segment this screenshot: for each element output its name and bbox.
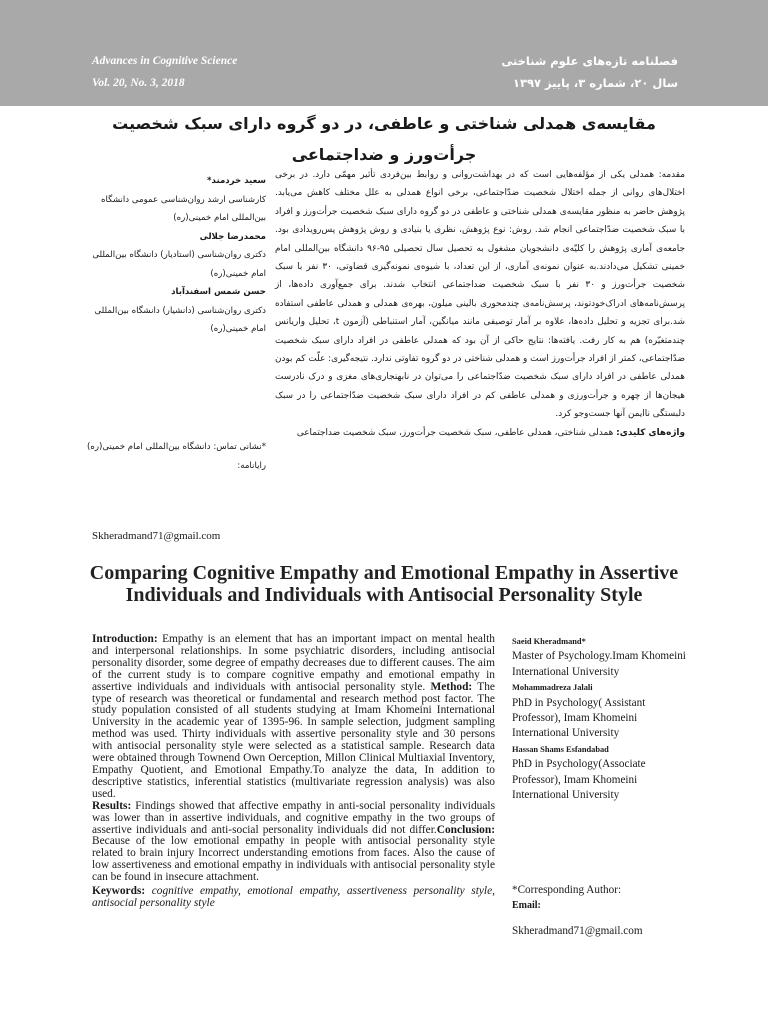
journal-title-en: Advances in Cognitive Science xyxy=(92,55,238,67)
corresponding-author-label: *Corresponding Author: xyxy=(512,884,622,896)
journal-volume-en: Vol. 20, No. 3, 2018 xyxy=(92,77,185,89)
introduction-label: Introduction: xyxy=(92,633,158,645)
persian-contact-address: *نشانی تماس: دانشگاه بین‌المللی امام خمینی(ره) xyxy=(87,442,266,452)
journal-name-en xyxy=(92,50,237,94)
persian-title-line1: مقایسه‌ی همدلی شناختی و عاطفی، در دو گروه دارای سبک شخصیت xyxy=(112,114,656,133)
english-author-name: Mohammadreza Jalali xyxy=(512,683,593,693)
english-keywords xyxy=(92,886,495,910)
journal-volume-fa: سال ۲۰، شماره ۳، پاییز ۱۳۹۷ xyxy=(512,76,678,90)
results-label: Results: xyxy=(92,799,132,812)
conclusion-label: Conclusion: xyxy=(436,823,495,836)
journal-header-band xyxy=(0,0,768,106)
english-email-address[interactable]: Skheradmand71@gmail.com xyxy=(512,924,643,937)
persian-author-name: سعید خردمند* xyxy=(206,176,266,186)
persian-author-name: محمدرضا جلالی xyxy=(199,231,266,242)
persian-keywords xyxy=(275,424,685,442)
persian-abstract-text: مقدمه: همدلی یکی از مؤلفه‌هایی است که در بهداشت‌روانی و روابط بین‌فردی تأثیر مهمّی دارد. در برخی اختلال‌های روانی از جمله اختلال شخصیت ضدّاجتماعی، برخی انواع همدلی به علل مختلف کاهش می‌یابد. پژوهش حاضر به منظور مقایسه‌ی همدلی شناختی و عاطفی در دو گروه دارای سبک شخصیت جرأت‌ورز و افراد با سبک شخصیت ضدّاجتماعی انجام شد. روش: نوع پژوهش، نظری یا بنیادی و روش پژوهش پس‌رویدادی بود. جامعه‌ی آماری پژوهش را کلیّه‌ی دانشجویان مشغول به تحصیل سال تحصیلی ۹۵-۹۶ دانشگاه بین‌المللی امام خمینی تشکیل می‌دادند.به عنوان نمونه‌ی آماری، از این تعداد، با شیوه‌ی نمونه‌گیری قضاوتی، ۳۰ نفر با سبک شخصیت جرأت‌ورز و ۳۰ نفر با سبک شخصیت ضداجتماعی انتخاب شدند. برای جمع‌آوری داده‌ها، از پرسش‌نامه‌های ادراک‌خودتوند، پرسش‌نامه‌ی چندمحوری بالینی میلون، بهره‌ی همدلی و همدلی عاطفی استفاده شد.برای تجزیه و تحلیل داده‌ها، علاوه بر آمار توصیفی مانند میانگین، آمار استنباطی (آزمون t، تحلیل واریانس چندمتغیّره) هم به کار رفت. یافته‌ها: نتایج حاکی از آن بود که همدلی عاطفی در افراد دارای سبک شخصیت ضدّاجتماعی، کمتر از افراد جرأت‌ورز است و همدلی شناختی در دو گروه تفاوتی ندارد. نتیجه‌گیری: علّت کم بودن همدلی عاطفی در افراد دارای سبک شخصیت ضدّاجتماعی را می‌توان در نابهنجاری‌های مغزی و درک نادرست هیجان‌ها از چهره و جرأت‌ورزی و همدلی عاطفی کم در افراد دارای سبک شخصیت ضدّاجتماعی را در سبک دلبستگی ناایمن آنها جست‌وجو کرد. xyxy=(275,170,685,420)
method-label: Method: xyxy=(430,680,473,693)
introduction-text: Empathy is an element that has an important impact on mental health and interpersonal relationships. In some psychiatric disorders, including antisocial personality disorder, some degree of empathy decreases due to different causes. The aim of the current study is to compare cognitive empathy and emotional empathy in assertive individuals and individuals with antisocial personality style. xyxy=(92,633,495,693)
results-text: Findings showed that affective empathy in anti-social personality individuals was lower than in assertive individuals, and cognitive empathy in the two groups of assertive individuals and anti-social personality individuals did not differ. xyxy=(92,799,495,836)
conclusion-text: Because of the low emotional empathy in people with antisocial personality style related to brain injury Incorrect understanding emotions from faces. Also the cause of low assertiveness and emotional empathy in individuals with antisocial personality style can be found in insecure attachment. xyxy=(92,835,495,884)
english-contact xyxy=(512,883,692,939)
english-title: Comparing Cognitive Empathy and Emotional Empathy in Assertive Individuals and Individuals with Antisocial Personality Style xyxy=(89,562,679,606)
persian-email-address[interactable]: Skheradmand71@gmail.com xyxy=(92,530,221,542)
persian-email-label: رایانامه: xyxy=(237,460,266,471)
keywords-label: Keywords: xyxy=(92,885,146,898)
english-author-name: Saeid Kheradmand* xyxy=(512,637,586,646)
persian-author-name: حسن شمس اسفندآباد xyxy=(171,287,266,297)
english-author-name: Hassan Shams Esfandabad xyxy=(512,744,609,754)
persian-author-affiliation: کارشناسی ارشد روان‌شناسی عمومی دانشگاه بین‌المللی امام خمینی(ره) xyxy=(100,194,266,223)
keywords-text: cognitive empathy, emotional empathy, assertiveness personality style, antisocial personality style xyxy=(92,885,495,909)
persian-author-affiliation: دکتری روان‌شناسی (استادیار) دانشگاه بین‌المللی امام خمینی(ره) xyxy=(92,250,266,279)
persian-keywords-text: همدلی شناختی، همدلی عاطفی، سبک شخصیت جرأت‌ورز، سبک شخصیت ضداجتماعی xyxy=(296,427,617,438)
journal-title-fa: فصلنامه تازه‌های علوم شناختی xyxy=(501,54,678,68)
english-author-affiliation: PhD in Psychology( Assistant Professor), Imam Khomeini International University xyxy=(512,696,646,740)
method-text: The type of research was theoretical or fundamental and research method post factor. The study population consisted of all students studying at Imam Khomeini International University in the academic year of 1395-96. In sample selection, judgment sampling method was used. Thirty individuals with assertive personality style and 30 persons with antisocial personality style were selected as a statistical sample. Research data were obtained through Townend Own Oerception, Millon Clinical Multiaxial Inventory, Empathy Quotient, and Emotional Empathy.To analyze the data, In addition to descriptive statistics, inferential statistics (multivariate regression analysis) was also used. xyxy=(92,680,495,800)
persian-author-affiliation: دکتری روان‌شناسی (دانشیار) دانشگاه بین‌المللی امام خمینی(ره) xyxy=(94,305,266,334)
english-authors xyxy=(512,634,692,803)
persian-authors xyxy=(86,172,266,339)
english-author-affiliation: PhD in Psychology(Associate Professor), Imam Khomeini International University xyxy=(512,758,646,802)
persian-title xyxy=(100,108,668,170)
persian-keywords-label: واژه‌های کلیدی: xyxy=(616,427,685,438)
english-abstract xyxy=(92,634,495,910)
persian-title-line2: جرأت‌ورز و ضداجتماعی xyxy=(291,145,477,164)
english-email-label: Email: xyxy=(512,900,541,912)
persian-contact xyxy=(86,438,266,475)
english-author-affiliation: Master of Psychology.Imam Khomeini International University xyxy=(512,650,686,678)
persian-abstract xyxy=(275,166,685,442)
journal-name-fa xyxy=(501,50,678,94)
